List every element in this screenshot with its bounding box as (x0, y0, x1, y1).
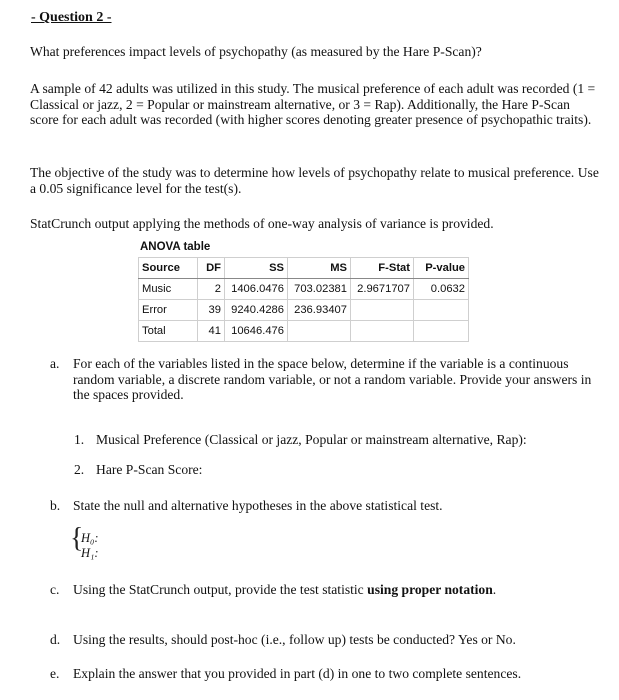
anova-header-cell: DF (198, 258, 225, 279)
anova-cell: Total (139, 321, 198, 342)
null-hypothesis-label: H₀: (81, 531, 99, 545)
anova-row (139, 321, 469, 342)
anova-cell: 0.0632 (414, 279, 469, 300)
objective-paragraph: The objective of the study was to determine how levels of psychopathy relate to musical preference. Use a 0.05 significance level for the test(s). (30, 165, 599, 196)
anova-row (139, 279, 469, 300)
part-e-letter: e. (50, 666, 60, 681)
anova-cell (351, 321, 414, 342)
anova-cell: 236.93407 (288, 300, 351, 321)
anova-header-cell: MS (288, 258, 351, 279)
anova-cell: 703.02381 (288, 279, 351, 300)
anova-header-cell: Source (139, 258, 198, 279)
sample-paragraph: A sample of 42 adults was utilized in this study. The musical preference of each adult was recorded (1 = Classical or jazz, 2 = Popular or mainstream alternative, or 3 = Rap). Additionally, the Hare P-Scan score for each adult was recorded (with higher scores denoting greater presence of psychopathic traits). (30, 81, 596, 127)
part-b-letter: b. (50, 498, 61, 513)
anova-cell: 10646.476 (225, 321, 288, 342)
anova-cell: Error (139, 300, 198, 321)
anova-cell: 39 (198, 300, 225, 321)
part-d-text: Using the results, should post-hoc (i.e., follow up) tests be conducted? Yes or No. (73, 632, 516, 647)
anova-table (138, 257, 469, 342)
part-a-letter: a. (50, 356, 60, 371)
part-b-text: State the null and alternative hypotheses in the above statistical test. (73, 498, 443, 513)
anova-header-cell: F-Stat (351, 258, 414, 279)
anova-header-cell: P-value (414, 258, 469, 279)
anova-header-row (139, 258, 469, 279)
anova-cell: 9240.4286 (225, 300, 288, 321)
statcrunch-line: StatCrunch output applying the methods of one-way analysis of variance is provided. (30, 216, 494, 231)
part-a-item1-text: Musical Preference (Classical or jazz, Popular or mainstream alternative, Rap): (96, 432, 527, 447)
anova-cell (414, 321, 469, 342)
anova-title: ANOVA table (140, 241, 211, 253)
anova-header-cell: SS (225, 258, 288, 279)
anova-cell: 41 (198, 321, 225, 342)
alternative-hypothesis-label: H₁: (81, 546, 99, 560)
part-c-text (73, 582, 496, 598)
hypothesis-brace-icon: { (70, 523, 84, 554)
question-text: What preferences impact levels of psychopathy (as measured by the Hare P-Scan)? (30, 44, 482, 59)
anova-cell: 2.9671707 (351, 279, 414, 300)
anova-cell: Music (139, 279, 198, 300)
part-c-bold: using proper notation (367, 582, 493, 597)
part-c-letter: c. (50, 582, 60, 597)
anova-row (139, 300, 469, 321)
anova-cell (351, 300, 414, 321)
part-d-letter: d. (50, 632, 61, 647)
part-a-item2-text: Hare P-Scan Score: (96, 462, 203, 477)
part-a-item2-number: 2. (74, 462, 85, 477)
anova-cell: 2 (198, 279, 225, 300)
part-c-plain: Using the StatCrunch output, provide the test statistic (73, 582, 364, 597)
anova-cell (288, 321, 351, 342)
part-a-text: For each of the variables listed in the space below, determine if the variable is a continuous random variable, a discrete random variable, or not a random variable. Provide your answers in the spaces provided. (73, 356, 592, 402)
question-title: - Question 2 - (31, 10, 112, 25)
part-c-end: . (492, 582, 497, 597)
part-e-text: Explain the answer that you provided in part (d) in one to two complete sentences. (73, 666, 522, 681)
part-a-item1-number: 1. (74, 432, 85, 447)
anova-cell (414, 300, 469, 321)
anova-cell: 1406.0476 (225, 279, 288, 300)
